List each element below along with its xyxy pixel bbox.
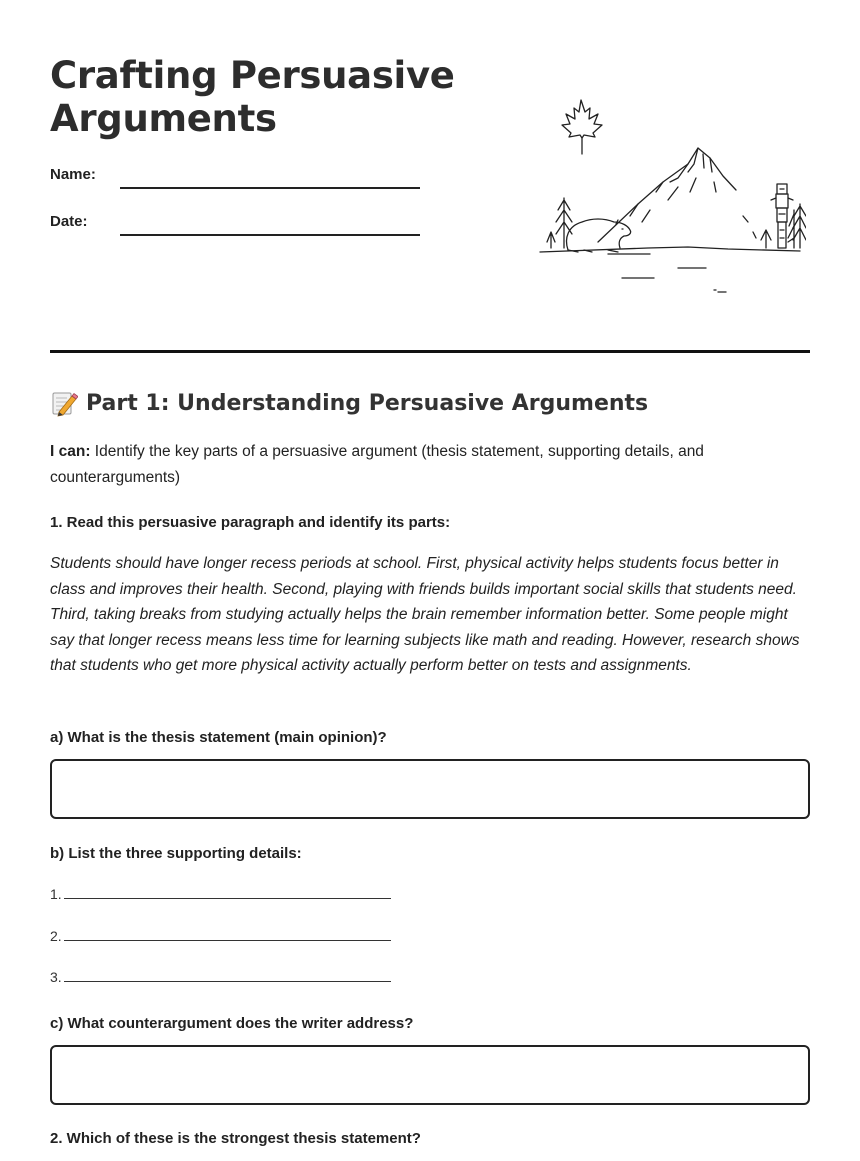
lakeshore-icon [540,238,800,292]
totem-icon [771,184,793,248]
worksheet-title: Crafting Persuasive Arguments [50,54,455,140]
part1-heading [50,389,648,417]
supporting-detail-line-1[interactable] [50,886,391,902]
list-number: 1. [50,886,62,902]
date-label: Date: [50,213,88,230]
answer-blank[interactable] [64,940,391,941]
question-1a-title: a) What is the thesis statement (main opinion)? [50,729,387,746]
name-label: Name: [50,166,96,183]
canadian-landscape-icon [538,92,806,300]
supporting-detail-line-2[interactable] [50,928,391,944]
ican-text: Identify the key parts of a persuasive argument (thesis statement, supporting details, and counterarguments) [50,443,704,486]
question-1b-title: b) List the three supporting details: [50,845,302,862]
mountain-icon [598,148,756,242]
list-number: 3. [50,969,62,985]
supporting-detail-line-3[interactable] [50,969,391,985]
counterargument-answer-box[interactable] [50,1045,810,1105]
question-1c-title: c) What counterargument does the writer address? [50,1015,414,1032]
maple-leaf-icon [562,100,602,154]
question-2-title: 2. Which of these is the strongest thesis statement? [50,1130,421,1147]
section-divider [50,350,810,353]
question-1-title: 1. Read this persuasive paragraph and identify its parts: [50,514,451,531]
answer-blank[interactable] [64,981,391,982]
marmot-icon [567,219,631,252]
learning-goal [50,439,810,491]
ican-label: I can: [50,443,91,460]
persuasive-passage: Students should have longer recess periods at school. First, physical activity helps students focus better in class and improves their health. Second, playing with friends builds important social skills that students need. Third, taking breaks from studying actually helps the brain remember information better. Some people might say that longer recess means less time for learning subjects like math and reading. However, research shows that students who get more physical activity actually perform better on tests and assignments. [50,555,800,675]
date-field[interactable] [120,234,420,236]
thesis-answer-box[interactable] [50,759,810,819]
list-number: 2. [50,928,62,944]
part1-heading-text: Part 1: Understanding Persuasive Arguments [86,390,649,416]
pine-trees-icon [547,198,806,248]
answer-blank[interactable] [64,898,391,899]
name-field[interactable] [120,187,420,189]
memo-icon [50,389,78,417]
